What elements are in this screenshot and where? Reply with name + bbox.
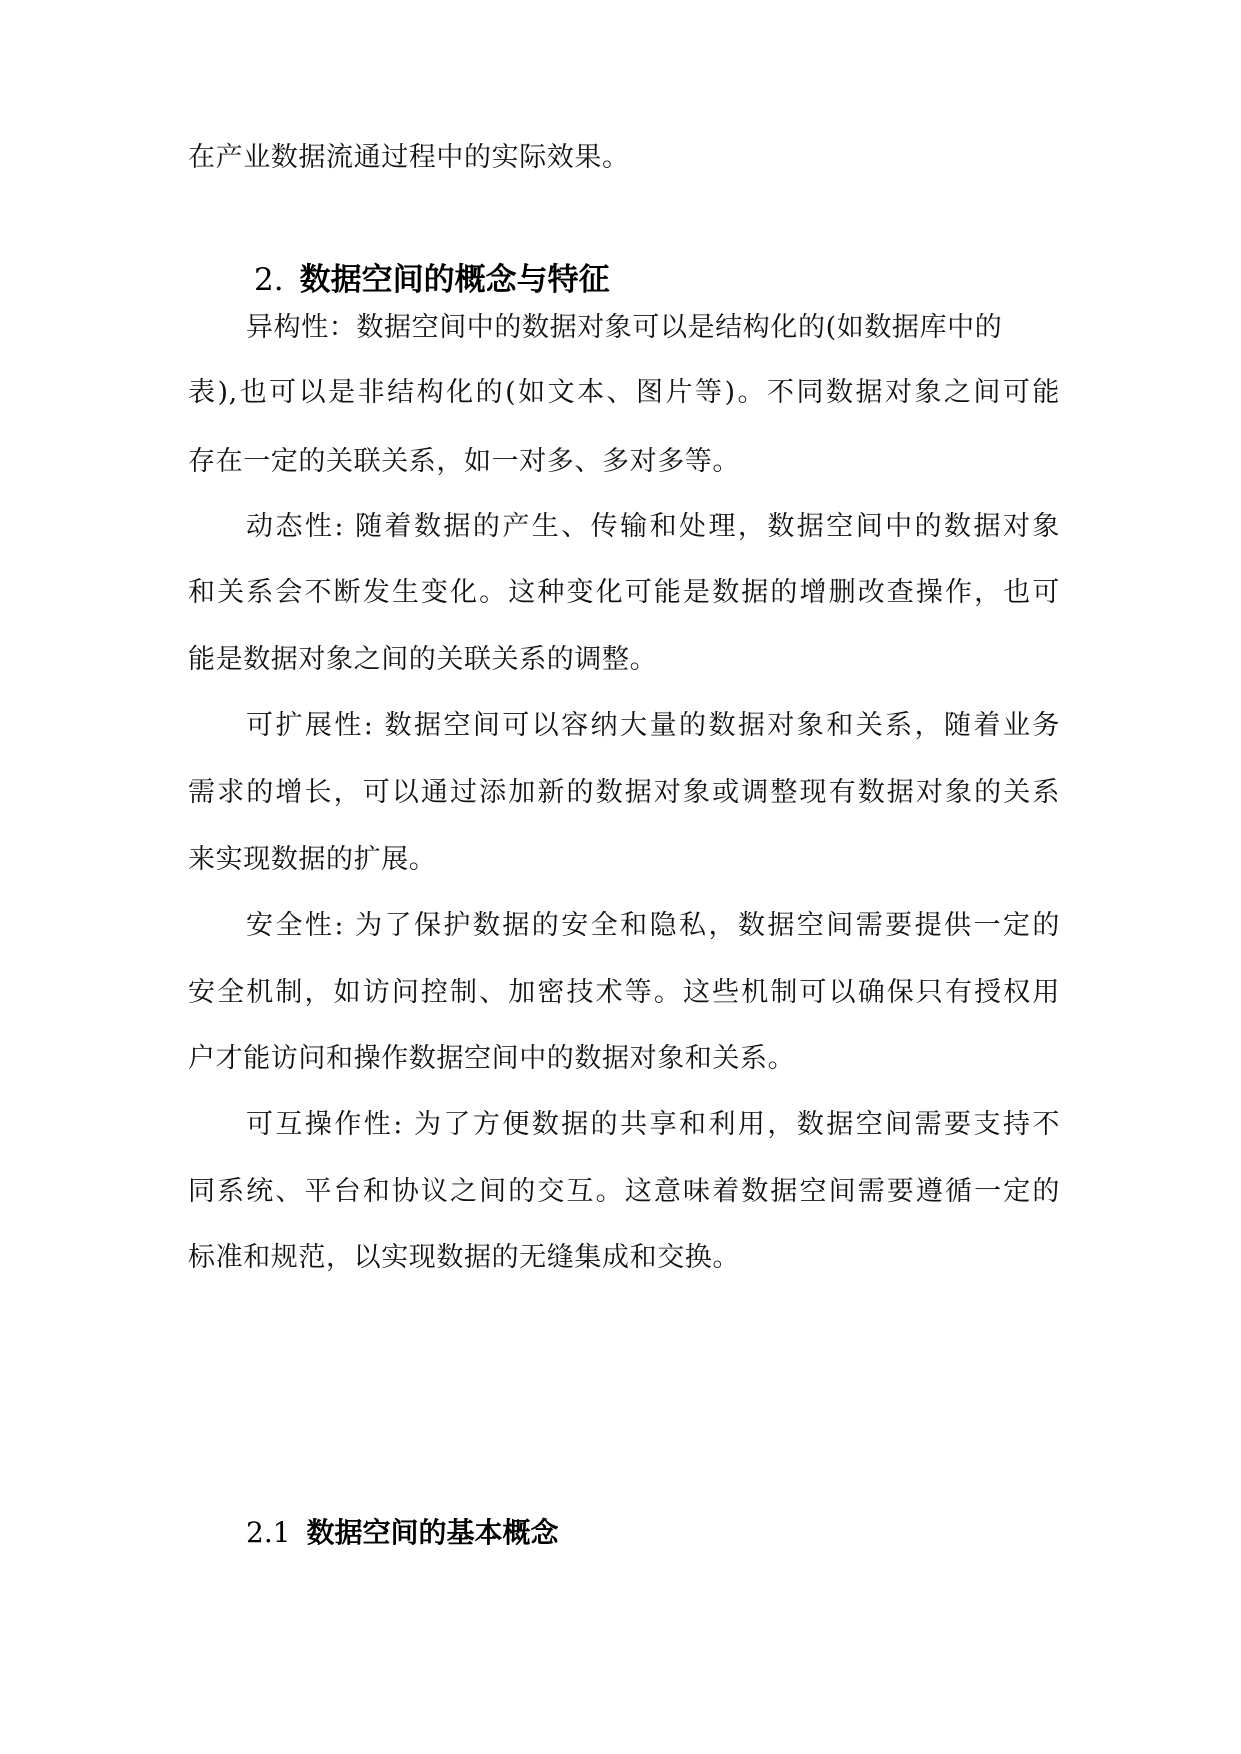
section-title: 数据空间的概念与特征 xyxy=(299,262,610,298)
paragraph-1-line-3: 存在一定的关联关系，如一对多、多对多等。 xyxy=(188,446,740,477)
paragraph-3-line-3: 来实现数据的扩展。 xyxy=(188,844,437,875)
section-heading xyxy=(254,258,610,302)
subsection-heading xyxy=(246,1513,559,1553)
intro-tail-text: 在产业数据流通过程中的实际效果。 xyxy=(188,142,630,173)
paragraph-3-line-2: 需求的增长，可以通过添加新的数据对象或调整现有数据对象的关系 xyxy=(188,777,1060,808)
paragraph-2-line-1: 动态性: 随着数据的产生、传输和处理，数据空间中的数据对象 xyxy=(246,511,1060,542)
paragraph-1-line-1: 异构性：数据空间中的数据对象可以是结构化的(如数据库中的 xyxy=(246,312,1003,343)
paragraph-1-line-2: 表),也可以是非结构化的(如文本、图片等)。不同数据对象之间可能 xyxy=(188,377,1060,408)
section-number: 2. xyxy=(254,262,284,298)
paragraph-3-line-1: 可扩展性: 数据空间可以容纳大量的数据对象和关系，随着业务 xyxy=(246,710,1060,741)
subsection-number: 2.1 xyxy=(246,1516,291,1549)
paragraph-2-line-2: 和关系会不断发生变化。这种变化可能是数据的增删改查操作，也可 xyxy=(188,577,1060,608)
paragraph-4-line-2: 安全机制，如访问控制、加密技术等。这些机制可以确保只有授权用 xyxy=(188,977,1060,1008)
paragraph-5-line-3: 标准和规范，以实现数据的无缝集成和交换。 xyxy=(188,1242,740,1273)
subsection-title: 数据空间的基本概念 xyxy=(306,1516,559,1549)
paragraph-5-line-2: 同系统、平台和协议之间的交互。这意味着数据空间需要遵循一定的 xyxy=(188,1176,1060,1207)
paragraph-4-line-1: 安全性: 为了保护数据的安全和隐私，数据空间需要提供一定的 xyxy=(246,910,1060,941)
paragraph-2-line-3: 能是数据对象之间的关联关系的调整。 xyxy=(188,644,658,675)
paragraph-4-line-3: 户才能访问和操作数据空间中的数据对象和关系。 xyxy=(188,1043,796,1074)
paragraph-5-line-1: 可互操作性: 为了方便数据的共享和利用，数据空间需要支持不 xyxy=(246,1109,1060,1140)
